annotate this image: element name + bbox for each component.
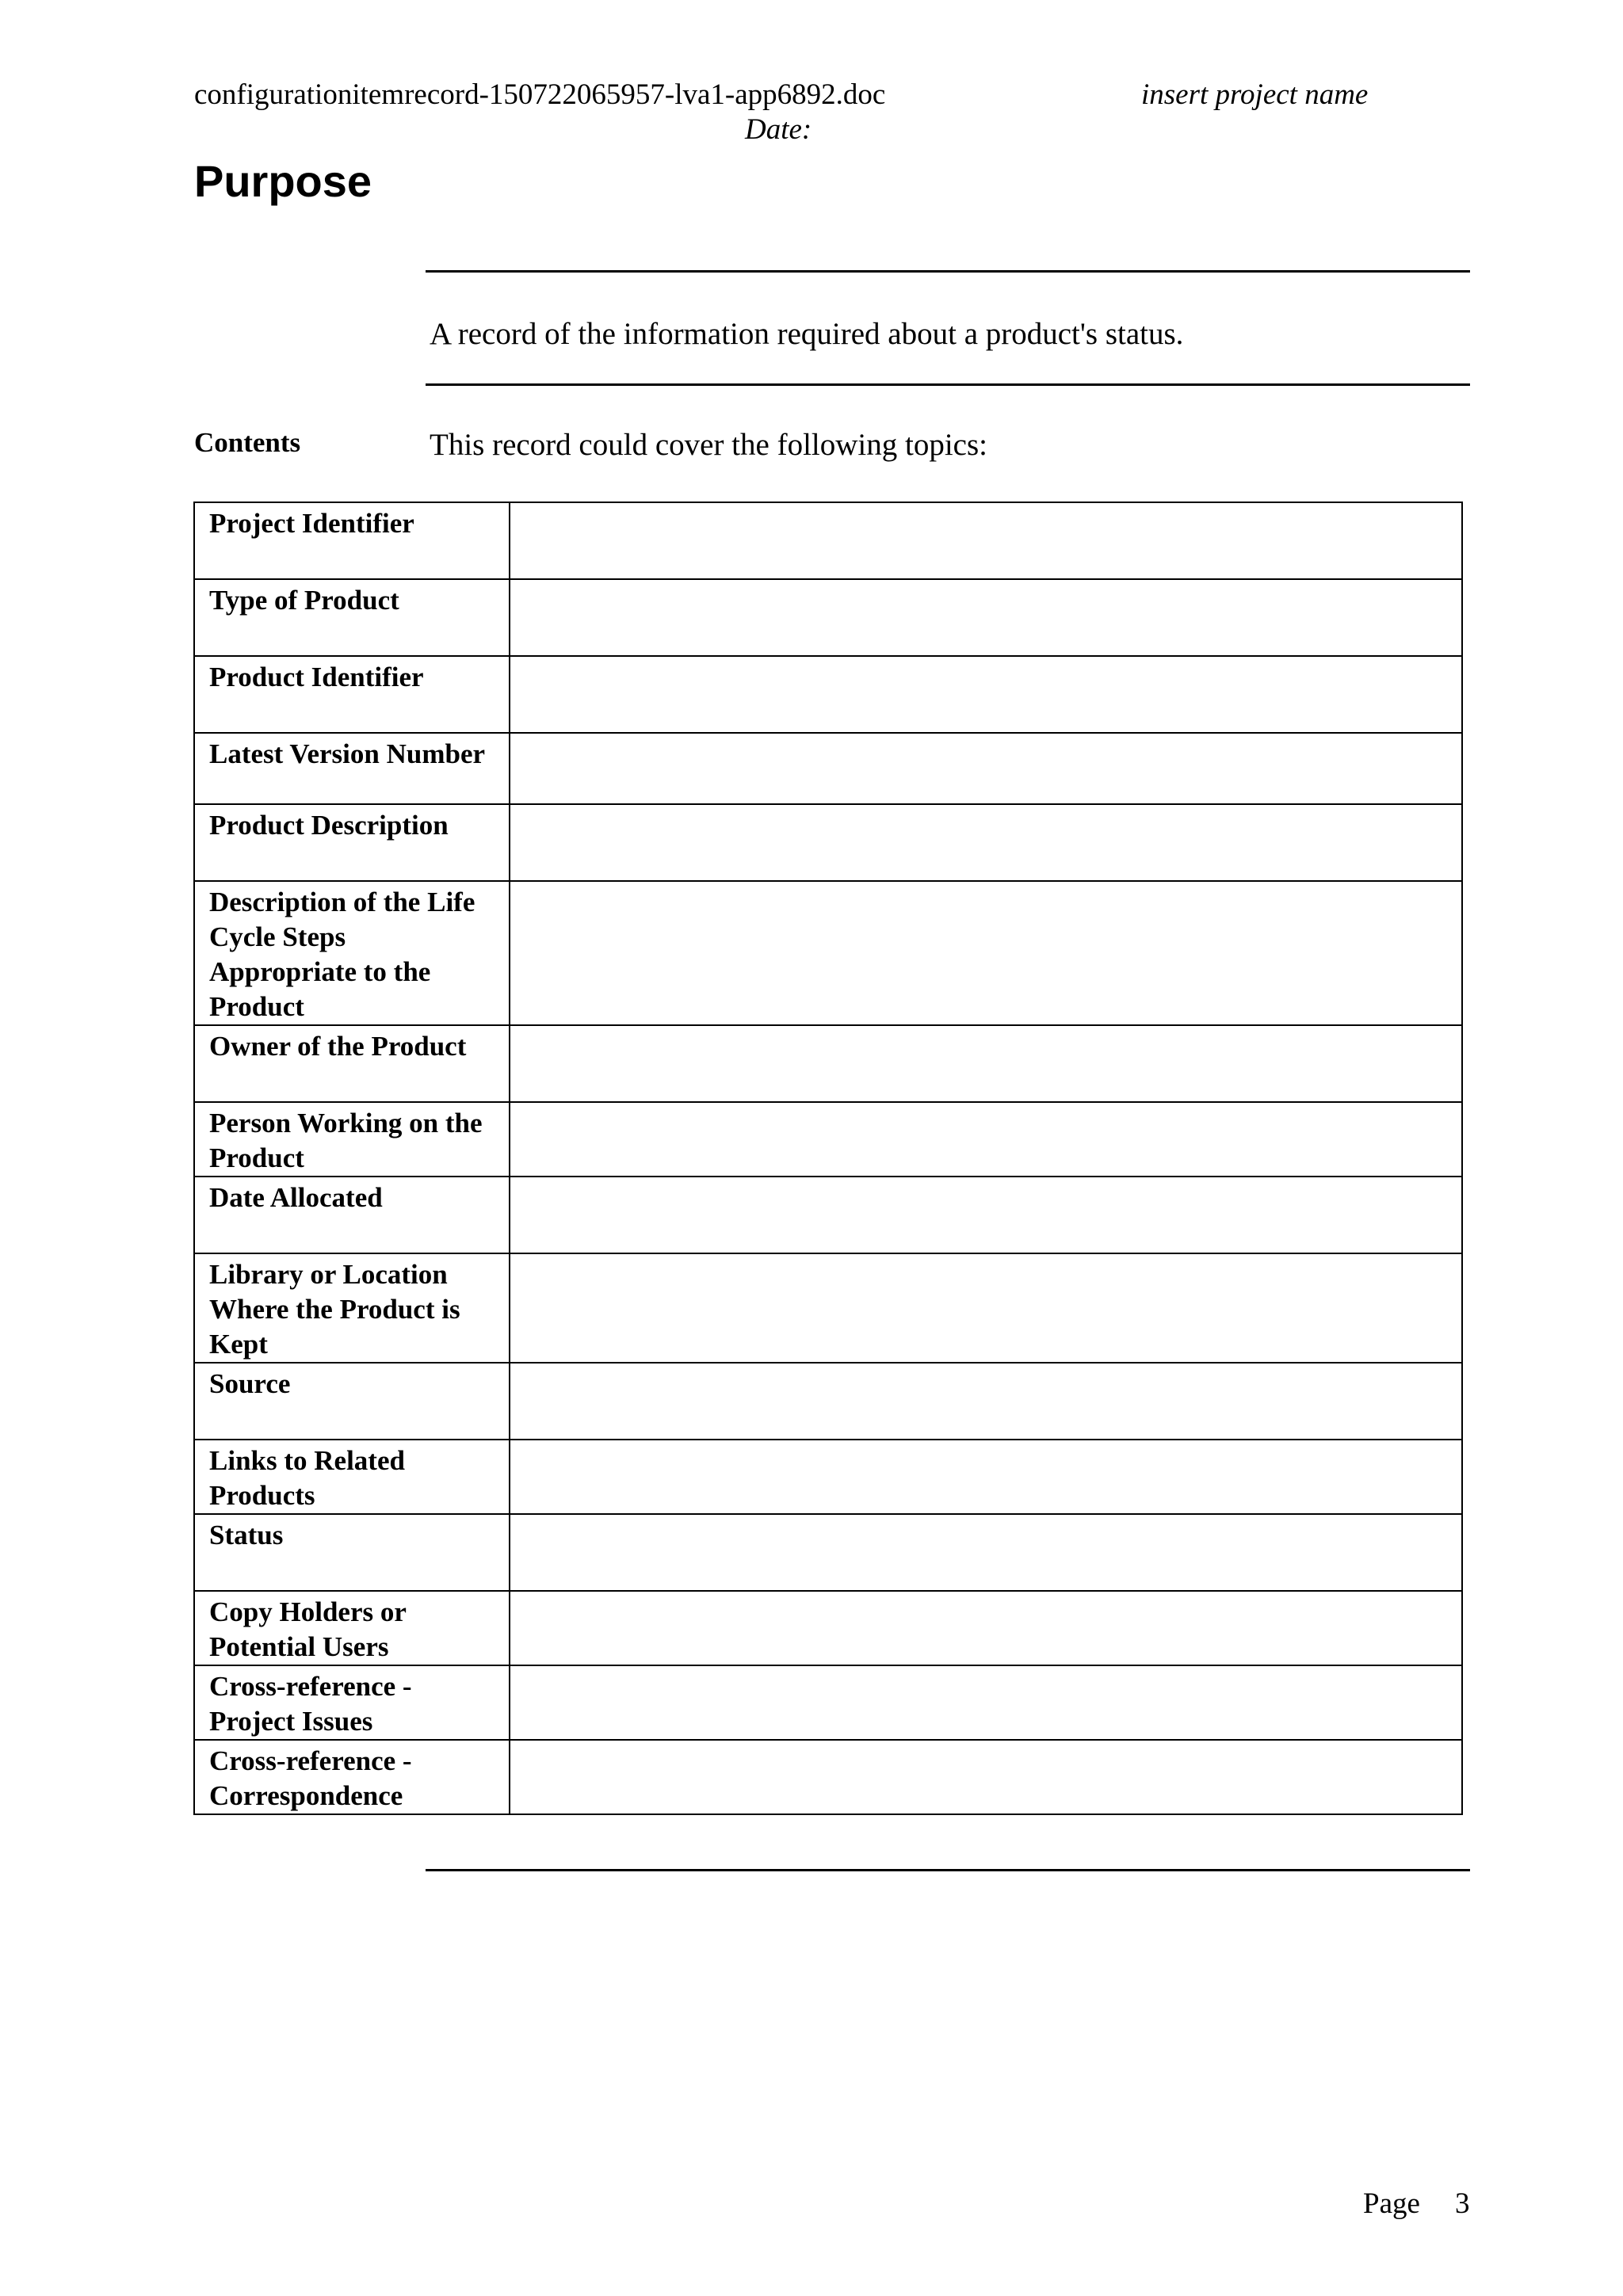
header-project-name: insert project name: [1141, 78, 1369, 111]
table-row: [194, 1177, 1462, 1253]
row-label: Cross-reference - Project Issues: [194, 1665, 510, 1740]
row-value-cell[interactable]: [510, 1363, 1462, 1440]
table-row: [194, 1102, 1462, 1177]
contents-intro: This record could cover the following topics:: [430, 428, 987, 462]
row-value-cell[interactable]: [510, 1102, 1462, 1177]
row-label: Description of the Life Cycle Steps Appropriate to the Product: [194, 881, 510, 1025]
row-label: Cross-reference - Correspondence: [194, 1740, 510, 1814]
footer-page-number: 3: [1455, 2187, 1470, 2220]
row-label: Type of Product: [194, 579, 510, 656]
row-value-cell[interactable]: [510, 1665, 1462, 1740]
row-label: Product Description: [194, 804, 510, 881]
row-label: Date Allocated: [194, 1177, 510, 1253]
row-value-cell[interactable]: [510, 804, 1462, 881]
row-value-cell[interactable]: [510, 1025, 1462, 1102]
row-value-cell[interactable]: [510, 502, 1462, 579]
row-value-cell[interactable]: [510, 1177, 1462, 1253]
row-label: Person Working on the Product: [194, 1102, 510, 1177]
page-title: Purpose: [194, 156, 372, 206]
row-label: Source: [194, 1363, 510, 1440]
purpose-text: A record of the information required about a product's status.: [430, 317, 1184, 351]
table-row: [194, 1665, 1462, 1740]
table-row: [194, 502, 1462, 579]
row-label: Project Identifier: [194, 502, 510, 579]
row-value-cell[interactable]: [510, 733, 1462, 804]
divider-top: [426, 270, 1470, 273]
row-value-cell[interactable]: [510, 881, 1462, 1025]
table-row: [194, 1440, 1462, 1514]
table-row: [194, 1740, 1462, 1814]
row-label: Status: [194, 1514, 510, 1591]
divider-middle: [426, 383, 1470, 386]
table-row: [194, 1025, 1462, 1102]
table-row: [194, 1591, 1462, 1665]
table-row: [194, 804, 1462, 881]
table-row: [194, 1514, 1462, 1591]
row-value-cell[interactable]: [510, 1740, 1462, 1814]
row-value-cell[interactable]: [510, 1514, 1462, 1591]
header-file-name: configurationitemrecord-150722065957-lva1-app6892.doc: [194, 78, 886, 111]
row-label: Links to Related Products: [194, 1440, 510, 1514]
row-value-cell[interactable]: [510, 579, 1462, 656]
table-row: [194, 1253, 1462, 1363]
row-value-cell[interactable]: [510, 1591, 1462, 1665]
header-date-label: Date:: [745, 113, 812, 146]
table-row: [194, 656, 1462, 733]
row-label: Library or Location Where the Product is Kept: [194, 1253, 510, 1363]
row-value-cell[interactable]: [510, 656, 1462, 733]
table-row: [194, 733, 1462, 804]
footer-page-label: Page: [1363, 2187, 1420, 2220]
table-row: [194, 1363, 1462, 1440]
contents-label: Contents: [194, 427, 301, 458]
table-row: [194, 579, 1462, 656]
divider-bottom: [426, 1869, 1470, 1871]
topics-table: [193, 502, 1463, 1815]
row-value-cell[interactable]: [510, 1440, 1462, 1514]
table-row: [194, 881, 1462, 1025]
row-value-cell[interactable]: [510, 1253, 1462, 1363]
row-label: Owner of the Product: [194, 1025, 510, 1102]
row-label: Product Identifier: [194, 656, 510, 733]
row-label: Latest Version Number: [194, 733, 510, 804]
row-label: Copy Holders or Potential Users: [194, 1591, 510, 1665]
